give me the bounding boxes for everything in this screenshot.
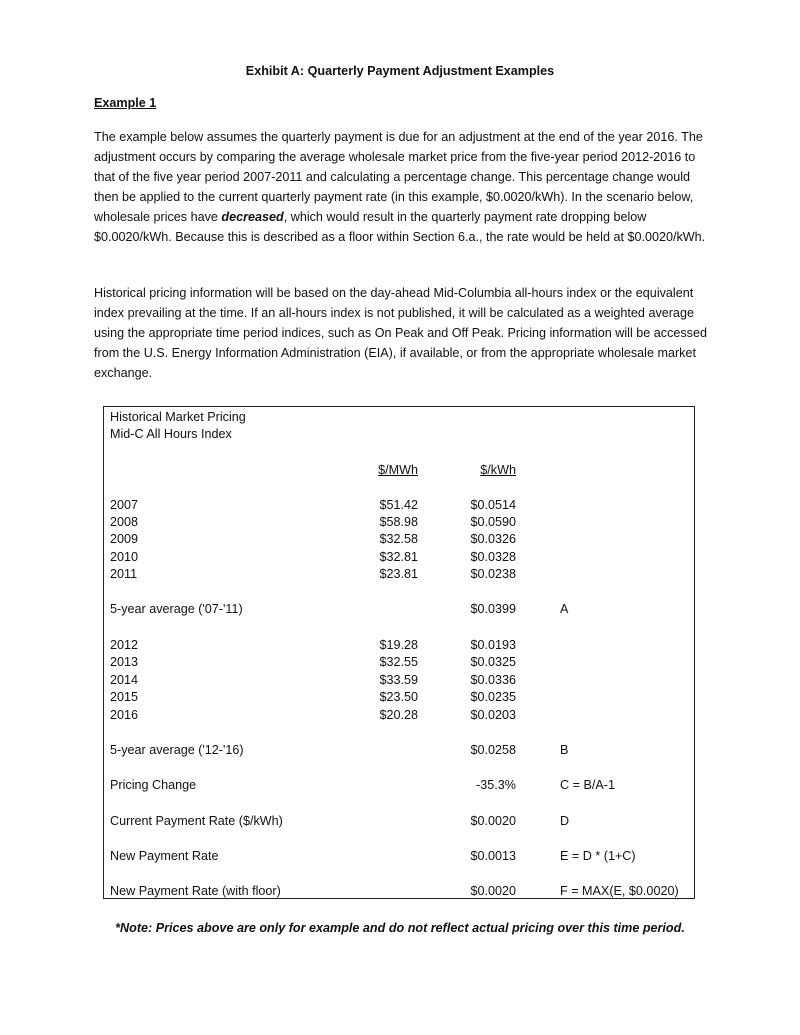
- row-year: 2016: [110, 708, 139, 722]
- table-caption-line1: Historical Market Pricing: [110, 410, 246, 424]
- intro-text-before: The example below assumes the quarterly payment is due for an adjustment at the end of the year 2016. The adjustment occurs by comparing the average wholesale market price from the five-year period 2012-2016 to that of the five year period 2007-2011 and calculating a percentage change. This percentage change would then be applied to the current quarterly payment rate (in this example, $0.0020/kWh). In the scenario below, wholesale prices have: [94, 130, 703, 224]
- row-kwh: $0.0013: [470, 849, 516, 863]
- row-year: 2015: [110, 690, 139, 704]
- row-kwh: $0.0514: [470, 498, 516, 512]
- row-reference: C = B/A-1: [560, 778, 615, 792]
- intro-emphasis: decreased: [221, 210, 284, 224]
- row-mwh: $51.42: [379, 498, 418, 512]
- row-kwh: -35.3%: [476, 778, 516, 792]
- row-kwh: $0.0326: [470, 532, 516, 546]
- row-year: 2007: [110, 498, 139, 512]
- row-year: 2012: [110, 638, 139, 652]
- intro-paragraph: [94, 127, 710, 247]
- row-reference: F = MAX(E, $0.0020): [560, 884, 679, 898]
- document-title: Exhibit A: Quarterly Payment Adjustment Examples: [245, 64, 555, 78]
- row-kwh: $0.0328: [470, 550, 516, 564]
- example-heading: Example 1: [94, 96, 157, 110]
- intro-text-after: , which would result in the quarterly payment rate dropping below $0.0020/kWh. Because this is described as a floor within Section 6.a., the rate would be held at $0.0020/kWh.: [94, 210, 706, 244]
- column-header-kwh: $/kWh: [480, 463, 516, 477]
- row-kwh: $0.0399: [470, 602, 516, 616]
- pricing-info-paragraph: Historical pricing information will be based on the day-ahead Mid-Columbia all-hours index or the equivalent index prevailing at the time. If an all-hours index is not published, it will be calculated as a weighted average using the appropriate time period indices, such as On Peak and Off Peak. Pricing information will be accessed from the U.S. Energy Information Administration (EIA), if available, or from the appropriate wholesale market exchange.: [94, 286, 707, 380]
- row-kwh: $0.0258: [470, 743, 516, 757]
- row-reference: E = D * (1+C): [560, 849, 636, 863]
- row-kwh: $0.0325: [470, 655, 516, 669]
- row-year: 2009: [110, 532, 139, 546]
- row-year: 2010: [110, 550, 139, 564]
- row-label: Pricing Change: [110, 778, 197, 792]
- row-kwh: $0.0235: [470, 690, 516, 704]
- row-kwh: $0.0590: [470, 515, 516, 529]
- row-kwh: $0.0238: [470, 567, 516, 581]
- row-year: 2008: [110, 515, 139, 529]
- column-header-mwh: $/MWh: [378, 463, 418, 477]
- row-label: New Payment Rate: [110, 849, 219, 863]
- row-kwh: $0.0193: [470, 638, 516, 652]
- row-year: 2011: [110, 567, 138, 581]
- row-year: 2014: [110, 673, 139, 687]
- row-mwh: $58.98: [379, 515, 418, 529]
- row-kwh: $0.0336: [470, 673, 516, 687]
- row-label: Current Payment Rate ($/kWh): [110, 814, 283, 828]
- row-mwh: $32.81: [379, 550, 418, 564]
- row-mwh: $23.50: [379, 690, 418, 704]
- row-mwh: $23.81: [379, 567, 418, 581]
- row-kwh: $0.0020: [470, 884, 516, 898]
- table-caption-line2: Mid-C All Hours Index: [110, 427, 232, 441]
- row-reference: B: [560, 743, 569, 757]
- row-kwh: $0.0020: [470, 814, 516, 828]
- row-label: New Payment Rate (with floor): [110, 884, 281, 898]
- row-year: 2013: [110, 655, 139, 669]
- pricing-table: [103, 406, 695, 899]
- row-label: 5-year average ('07-'11): [110, 602, 243, 616]
- row-label: 5-year average ('12-'16): [110, 743, 244, 757]
- row-mwh: $32.55: [379, 655, 418, 669]
- row-kwh: $0.0203: [470, 708, 516, 722]
- row-mwh: $20.28: [379, 708, 418, 722]
- row-reference: D: [560, 814, 570, 828]
- footnote: *Note: Prices above are only for example and do not reflect actual pricing over this time period.: [115, 921, 685, 935]
- row-mwh: $32.58: [379, 532, 418, 546]
- row-mwh: $19.28: [379, 638, 418, 652]
- row-mwh: $33.59: [379, 673, 418, 687]
- row-reference: A: [560, 602, 569, 616]
